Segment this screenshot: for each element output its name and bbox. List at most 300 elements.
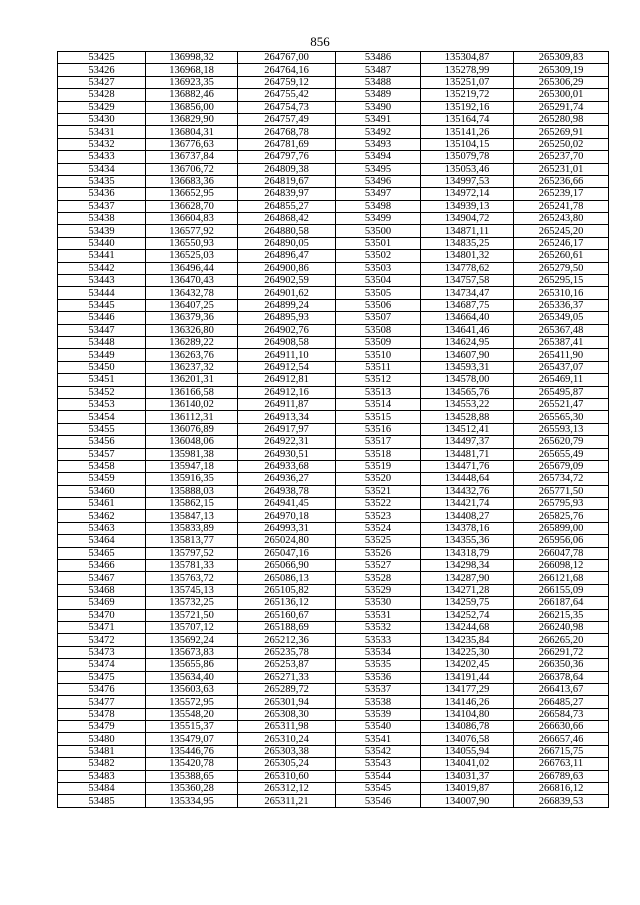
point-number-right: 53532 [336,621,421,633]
x-coordinate-left: 136683,36 [146,175,238,187]
y-coordinate-right: 265956,06 [514,535,609,547]
table-row [58,745,609,757]
y-coordinate-right: 265236,66 [514,175,609,187]
x-coordinate-right: 134177,29 [421,683,514,695]
y-coordinate-right: 266291,72 [514,646,609,658]
point-number-left: 53432 [58,138,146,150]
table-row [58,287,609,299]
x-coordinate-right: 134641,46 [421,324,514,336]
y-coordinate-left: 264819,67 [238,175,336,187]
point-number-left: 53478 [58,708,146,720]
y-coordinate-right: 265295,15 [514,275,609,287]
y-coordinate-left: 264759,12 [238,76,336,88]
table-row [58,485,609,497]
point-number-right: 53500 [336,225,421,237]
point-number-left: 53434 [58,163,146,175]
x-coordinate-right: 135251,07 [421,76,514,88]
x-coordinate-left: 135732,25 [146,597,238,609]
point-number-right: 53503 [336,262,421,274]
y-coordinate-right: 265309,19 [514,64,609,76]
y-coordinate-left: 265212,36 [238,634,336,646]
point-number-left: 53447 [58,324,146,336]
y-coordinate-right: 265825,76 [514,510,609,522]
point-number-left: 53474 [58,659,146,671]
x-coordinate-left: 135813,77 [146,535,238,547]
point-number-right: 53519 [336,460,421,472]
x-coordinate-left: 136923,35 [146,76,238,88]
x-coordinate-right: 135079,78 [421,151,514,163]
x-coordinate-right: 134939,13 [421,200,514,212]
x-coordinate-right: 134191,44 [421,671,514,683]
y-coordinate-right: 265899,00 [514,522,609,534]
y-coordinate-left: 264880,58 [238,225,336,237]
x-coordinate-left: 135707,12 [146,621,238,633]
x-coordinate-left: 136112,31 [146,411,238,423]
x-coordinate-left: 136140,02 [146,398,238,410]
point-number-left: 53431 [58,126,146,138]
table-row [58,560,609,572]
point-number-right: 53499 [336,213,421,225]
x-coordinate-left: 135763,72 [146,572,238,584]
table-row [58,683,609,695]
table-row [58,473,609,485]
point-number-right: 53513 [336,386,421,398]
y-coordinate-right: 266155,09 [514,584,609,596]
y-coordinate-right: 266584,73 [514,708,609,720]
table-row [58,200,609,212]
table-row [58,262,609,274]
y-coordinate-left: 264797,76 [238,151,336,163]
y-coordinate-left: 265308,30 [238,708,336,720]
y-coordinate-right: 265239,17 [514,188,609,200]
x-coordinate-right: 134252,74 [421,609,514,621]
x-coordinate-left: 136432,78 [146,287,238,299]
y-coordinate-right: 266187,64 [514,597,609,609]
point-number-right: 53531 [336,609,421,621]
point-number-left: 53467 [58,572,146,584]
point-number-left: 53451 [58,374,146,386]
point-number-left: 53476 [58,683,146,695]
x-coordinate-right: 134225,30 [421,646,514,658]
y-coordinate-left: 264767,00 [238,52,336,64]
point-number-left: 53427 [58,76,146,88]
point-number-right: 53534 [336,646,421,658]
y-coordinate-left: 264896,47 [238,250,336,262]
x-coordinate-right: 134019,87 [421,783,514,795]
point-number-left: 53477 [58,696,146,708]
point-number-left: 53429 [58,101,146,113]
point-number-left: 53441 [58,250,146,262]
x-coordinate-right: 134007,90 [421,795,514,807]
y-coordinate-right: 266413,67 [514,683,609,695]
x-coordinate-right: 134244,68 [421,621,514,633]
point-number-right: 53545 [336,783,421,795]
y-coordinate-right: 266485,27 [514,696,609,708]
point-number-left: 53466 [58,560,146,572]
y-coordinate-right: 265243,80 [514,213,609,225]
x-coordinate-left: 135692,24 [146,634,238,646]
table-row [58,535,609,547]
y-coordinate-left: 264839,97 [238,188,336,200]
y-coordinate-left: 264933,68 [238,460,336,472]
x-coordinate-right: 134871,11 [421,225,514,237]
page-number: 856 [310,34,330,49]
y-coordinate-left: 265024,80 [238,535,336,547]
table-row [58,584,609,596]
y-coordinate-left: 265301,94 [238,696,336,708]
point-number-left: 53484 [58,783,146,795]
point-number-left: 53464 [58,535,146,547]
y-coordinate-left: 265253,87 [238,659,336,671]
x-coordinate-right: 134997,53 [421,175,514,187]
x-coordinate-right: 134801,32 [421,250,514,262]
x-coordinate-right: 135164,74 [421,113,514,125]
point-number-left: 53444 [58,287,146,299]
y-coordinate-right: 266121,68 [514,572,609,584]
point-number-right: 53512 [336,374,421,386]
y-coordinate-right: 265300,01 [514,89,609,101]
x-coordinate-right: 134104,80 [421,708,514,720]
x-coordinate-left: 135847,13 [146,510,238,522]
y-coordinate-right: 266839,53 [514,795,609,807]
table-row [58,721,609,733]
table-row [58,275,609,287]
y-coordinate-right: 265279,50 [514,262,609,274]
y-coordinate-right: 265310,16 [514,287,609,299]
y-coordinate-left: 264757,49 [238,113,336,125]
point-number-left: 53458 [58,460,146,472]
x-coordinate-left: 136379,36 [146,312,238,324]
y-coordinate-right: 265795,93 [514,498,609,510]
x-coordinate-left: 136998,32 [146,52,238,64]
point-number-left: 53483 [58,770,146,782]
y-coordinate-left: 264764,16 [238,64,336,76]
y-coordinate-right: 266789,63 [514,770,609,782]
y-coordinate-left: 265105,82 [238,584,336,596]
point-number-right: 53523 [336,510,421,522]
table-row [58,151,609,163]
x-coordinate-left: 136604,83 [146,213,238,225]
coordinates-table [57,51,609,808]
y-coordinate-right: 265306,29 [514,76,609,88]
table-row [58,423,609,435]
point-number-right: 53504 [336,275,421,287]
x-coordinate-right: 134553,22 [421,398,514,410]
table-row [58,336,609,348]
y-coordinate-right: 265367,48 [514,324,609,336]
point-number-right: 53509 [336,336,421,348]
y-coordinate-left: 265310,60 [238,770,336,782]
y-coordinate-right: 266350,36 [514,659,609,671]
table-row [58,696,609,708]
point-number-left: 53438 [58,213,146,225]
table-row [58,708,609,720]
x-coordinate-left: 136737,84 [146,151,238,163]
table-row [58,324,609,336]
point-number-left: 53448 [58,336,146,348]
table-row [58,646,609,658]
table-row [58,671,609,683]
point-number-left: 53459 [58,473,146,485]
x-coordinate-right: 135053,46 [421,163,514,175]
x-coordinate-right: 135304,87 [421,52,514,64]
y-coordinate-right: 265250,02 [514,138,609,150]
point-number-left: 53475 [58,671,146,683]
point-number-left: 53471 [58,621,146,633]
y-coordinate-left: 265311,98 [238,721,336,733]
y-coordinate-left: 264809,38 [238,163,336,175]
y-coordinate-right: 265280,98 [514,113,609,125]
point-number-left: 53439 [58,225,146,237]
y-coordinate-left: 264768,78 [238,126,336,138]
x-coordinate-right: 134271,28 [421,584,514,596]
y-coordinate-right: 265437,07 [514,361,609,373]
point-number-right: 53538 [336,696,421,708]
x-coordinate-right: 134202,45 [421,659,514,671]
y-coordinate-right: 266715,75 [514,745,609,757]
table-row [58,64,609,76]
x-coordinate-left: 136968,18 [146,64,238,76]
x-coordinate-left: 135833,89 [146,522,238,534]
point-number-left: 53425 [58,52,146,64]
y-coordinate-left: 264868,42 [238,213,336,225]
x-coordinate-left: 135888,03 [146,485,238,497]
point-number-right: 53501 [336,237,421,249]
point-number-left: 53460 [58,485,146,497]
y-coordinate-right: 265679,09 [514,460,609,472]
x-coordinate-left: 135515,37 [146,721,238,733]
x-coordinate-right: 134607,90 [421,349,514,361]
table-row [58,361,609,373]
point-number-left: 53426 [58,64,146,76]
table-row [58,498,609,510]
y-coordinate-left: 264938,78 [238,485,336,497]
point-number-right: 53544 [336,770,421,782]
x-coordinate-left: 135655,86 [146,659,238,671]
table-row [58,113,609,125]
x-coordinate-left: 135572,95 [146,696,238,708]
x-coordinate-right: 134235,84 [421,634,514,646]
point-number-right: 53528 [336,572,421,584]
y-coordinate-left: 264912,16 [238,386,336,398]
x-coordinate-left: 135479,07 [146,733,238,745]
x-coordinate-left: 136407,25 [146,299,238,311]
table-row [58,733,609,745]
point-number-left: 53452 [58,386,146,398]
point-number-left: 53469 [58,597,146,609]
table-row [58,783,609,795]
point-number-right: 53526 [336,547,421,559]
point-number-right: 53514 [336,398,421,410]
y-coordinate-left: 264855,27 [238,200,336,212]
table-row [58,237,609,249]
point-number-right: 53542 [336,745,421,757]
table-row [58,460,609,472]
point-number-left: 53482 [58,758,146,770]
x-coordinate-left: 136470,43 [146,275,238,287]
x-coordinate-left: 135420,78 [146,758,238,770]
point-number-left: 53446 [58,312,146,324]
y-coordinate-left: 265303,38 [238,745,336,757]
point-number-right: 53507 [336,312,421,324]
point-number-left: 53456 [58,436,146,448]
point-number-right: 53536 [336,671,421,683]
y-coordinate-right: 265237,70 [514,151,609,163]
x-coordinate-right: 134904,72 [421,213,514,225]
point-number-right: 53506 [336,299,421,311]
x-coordinate-right: 134687,75 [421,299,514,311]
table-row [58,634,609,646]
table-row [58,758,609,770]
x-coordinate-right: 135219,72 [421,89,514,101]
x-coordinate-right: 134031,37 [421,770,514,782]
y-coordinate-left: 264912,54 [238,361,336,373]
point-number-left: 53461 [58,498,146,510]
y-coordinate-left: 264900,86 [238,262,336,274]
point-number-right: 53518 [336,448,421,460]
table-row [58,398,609,410]
x-coordinate-left: 136263,76 [146,349,238,361]
point-number-left: 53430 [58,113,146,125]
y-coordinate-right: 266763,11 [514,758,609,770]
point-number-left: 53450 [58,361,146,373]
point-number-right: 53530 [336,597,421,609]
x-coordinate-left: 136289,22 [146,336,238,348]
x-coordinate-right: 134146,26 [421,696,514,708]
x-coordinate-left: 135721,50 [146,609,238,621]
y-coordinate-right: 266215,35 [514,609,609,621]
point-number-right: 53539 [336,708,421,720]
point-number-right: 53525 [336,535,421,547]
x-coordinate-right: 134298,34 [421,560,514,572]
point-number-left: 53435 [58,175,146,187]
table-row [58,312,609,324]
point-number-left: 53468 [58,584,146,596]
y-coordinate-right: 265336,37 [514,299,609,311]
table-row [58,436,609,448]
x-coordinate-left: 135797,52 [146,547,238,559]
point-number-right: 53524 [336,522,421,534]
point-number-right: 53529 [336,584,421,596]
y-coordinate-left: 264901,62 [238,287,336,299]
y-coordinate-right: 265734,72 [514,473,609,485]
x-coordinate-left: 135334,95 [146,795,238,807]
x-coordinate-right: 134497,37 [421,436,514,448]
x-coordinate-left: 135981,38 [146,448,238,460]
x-coordinate-left: 135947,18 [146,460,238,472]
y-coordinate-left: 265271,33 [238,671,336,683]
y-coordinate-left: 265310,24 [238,733,336,745]
point-number-left: 53454 [58,411,146,423]
table-row [58,138,609,150]
point-number-left: 53449 [58,349,146,361]
point-number-right: 53546 [336,795,421,807]
y-coordinate-left: 264922,31 [238,436,336,448]
x-coordinate-right: 134778,62 [421,262,514,274]
y-coordinate-right: 265655,49 [514,448,609,460]
table-row [58,770,609,782]
point-number-left: 53442 [58,262,146,274]
x-coordinate-left: 136076,89 [146,423,238,435]
point-number-right: 53496 [336,175,421,187]
y-coordinate-right: 266630,66 [514,721,609,733]
y-coordinate-left: 265305,24 [238,758,336,770]
point-number-right: 53522 [336,498,421,510]
table-row [58,163,609,175]
y-coordinate-right: 265245,20 [514,225,609,237]
table-row [58,126,609,138]
x-coordinate-left: 136166,58 [146,386,238,398]
y-coordinate-left: 264895,93 [238,312,336,324]
table-row [58,76,609,88]
point-number-right: 53490 [336,101,421,113]
table-row [58,213,609,225]
y-coordinate-right: 265269,91 [514,126,609,138]
x-coordinate-left: 136652,95 [146,188,238,200]
x-coordinate-right: 135104,15 [421,138,514,150]
x-coordinate-left: 135360,28 [146,783,238,795]
x-coordinate-right: 134757,58 [421,275,514,287]
x-coordinate-left: 136804,31 [146,126,238,138]
x-coordinate-left: 135388,65 [146,770,238,782]
x-coordinate-right: 134041,02 [421,758,514,770]
table-row [58,547,609,559]
point-number-right: 53493 [336,138,421,150]
x-coordinate-left: 135916,35 [146,473,238,485]
point-number-right: 53510 [336,349,421,361]
point-number-right: 53516 [336,423,421,435]
table-row [58,188,609,200]
x-coordinate-left: 136628,70 [146,200,238,212]
x-coordinate-right: 134734,47 [421,287,514,299]
x-coordinate-right: 134378,16 [421,522,514,534]
y-coordinate-right: 265620,79 [514,436,609,448]
y-coordinate-left: 264970,18 [238,510,336,522]
point-number-left: 53455 [58,423,146,435]
table-row [58,52,609,64]
x-coordinate-left: 136706,72 [146,163,238,175]
y-coordinate-right: 266657,46 [514,733,609,745]
x-coordinate-left: 135781,33 [146,560,238,572]
point-number-right: 53508 [336,324,421,336]
x-coordinate-right: 134835,25 [421,237,514,249]
point-number-right: 53521 [336,485,421,497]
y-coordinate-right: 266265,20 [514,634,609,646]
y-coordinate-left: 264911,87 [238,398,336,410]
point-number-right: 53517 [336,436,421,448]
point-number-left: 53462 [58,510,146,522]
x-coordinate-left: 136048,06 [146,436,238,448]
y-coordinate-left: 265047,16 [238,547,336,559]
point-number-right: 53505 [336,287,421,299]
point-number-right: 53494 [336,151,421,163]
point-number-right: 53541 [336,733,421,745]
x-coordinate-left: 136326,80 [146,324,238,336]
x-coordinate-left: 135446,76 [146,745,238,757]
point-number-left: 53463 [58,522,146,534]
x-coordinate-right: 134624,95 [421,336,514,348]
point-number-right: 53486 [336,52,421,64]
table-row [58,175,609,187]
x-coordinate-right: 134664,40 [421,312,514,324]
y-coordinate-right: 265565,30 [514,411,609,423]
y-coordinate-right: 266816,12 [514,783,609,795]
point-number-left: 53457 [58,448,146,460]
table-row [58,349,609,361]
point-number-left: 53436 [58,188,146,200]
y-coordinate-left: 264912,81 [238,374,336,386]
y-coordinate-right: 265593,13 [514,423,609,435]
